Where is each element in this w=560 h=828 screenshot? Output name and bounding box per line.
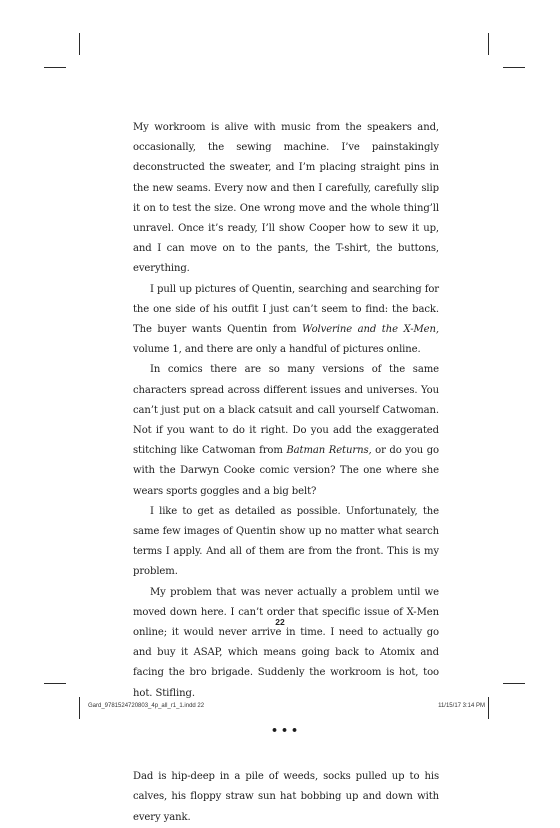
paragraph: Dad is hip-deep in a pile of weeds, socks pulled up to his calves, his floppy straw sun hat bobbing up and down with every yank. (133, 771, 439, 823)
crop-mark (488, 33, 489, 55)
slug-timestamp: 11/15/17 3:14 PM (438, 703, 485, 709)
crop-mark (44, 67, 66, 68)
crop-mark (44, 683, 66, 684)
crop-mark (503, 683, 525, 684)
crop-mark (79, 697, 80, 719)
crop-mark (503, 67, 525, 68)
film-title: Batman Returns, (286, 445, 372, 457)
paragraph: My workroom is alive with music from the speakers and, occasionally, the sewing machine. I’ve painstakingly deconstructed the sweater, and I’m placing straight pins in the new seams. Every now and then I carefully, carefully slip it on to test the size. One wrong move and the whole thing’ll unravel. Once it’s ready, I’ll show Cooper how to sew it up, and I can move on to the pants, the T-shirt, the buttons, everything. (133, 122, 439, 275)
paragraph: In comics there are so many versions of the same characters spread across different issues and universes. You can’t just put on a black catsuit and call yourself Catwoman. Not if you want to do it right. Do you add the exaggerated stitching like Catwoman from Batman Returns, or do you go with the Darwyn Cooke comic version? The one where she wears sports goggles and a big belt? (133, 364, 439, 497)
paragraph: I pull up pictures of Quentin, searching and searching for the one side of his outfit I just can’t seem to find: the back. The buyer wants Quentin from Wolverine and the X-Men, volume 1, and there are only a handful of pictures online. (133, 283, 439, 356)
page-number: 22 (275, 617, 285, 627)
section-break: ••• (270, 723, 302, 737)
crop-mark (488, 697, 489, 719)
paragraph: My problem that was never actually a problem until we moved down here. I can’t order that specific issue of X-Men online; it would never arrive in time. I need to actually go and buy it ASAP, which means going back to Atomix and facing the bro brigade. Suddenly the workroom is hot, too hot. Stifling. (133, 586, 439, 699)
page-body (133, 118, 439, 828)
crop-mark (79, 33, 80, 55)
book-title: Wolverine and the X-Men, (302, 324, 439, 336)
paragraph: I like to get as detailed as possible. Unfortunately, the same few images of Quentin show up no matter what search terms I apply. And all of them are from the front. This is my problem. (133, 505, 439, 578)
slug-file: Gard_9781524720803_4p_all_r1_1.indd 22 (88, 703, 205, 709)
